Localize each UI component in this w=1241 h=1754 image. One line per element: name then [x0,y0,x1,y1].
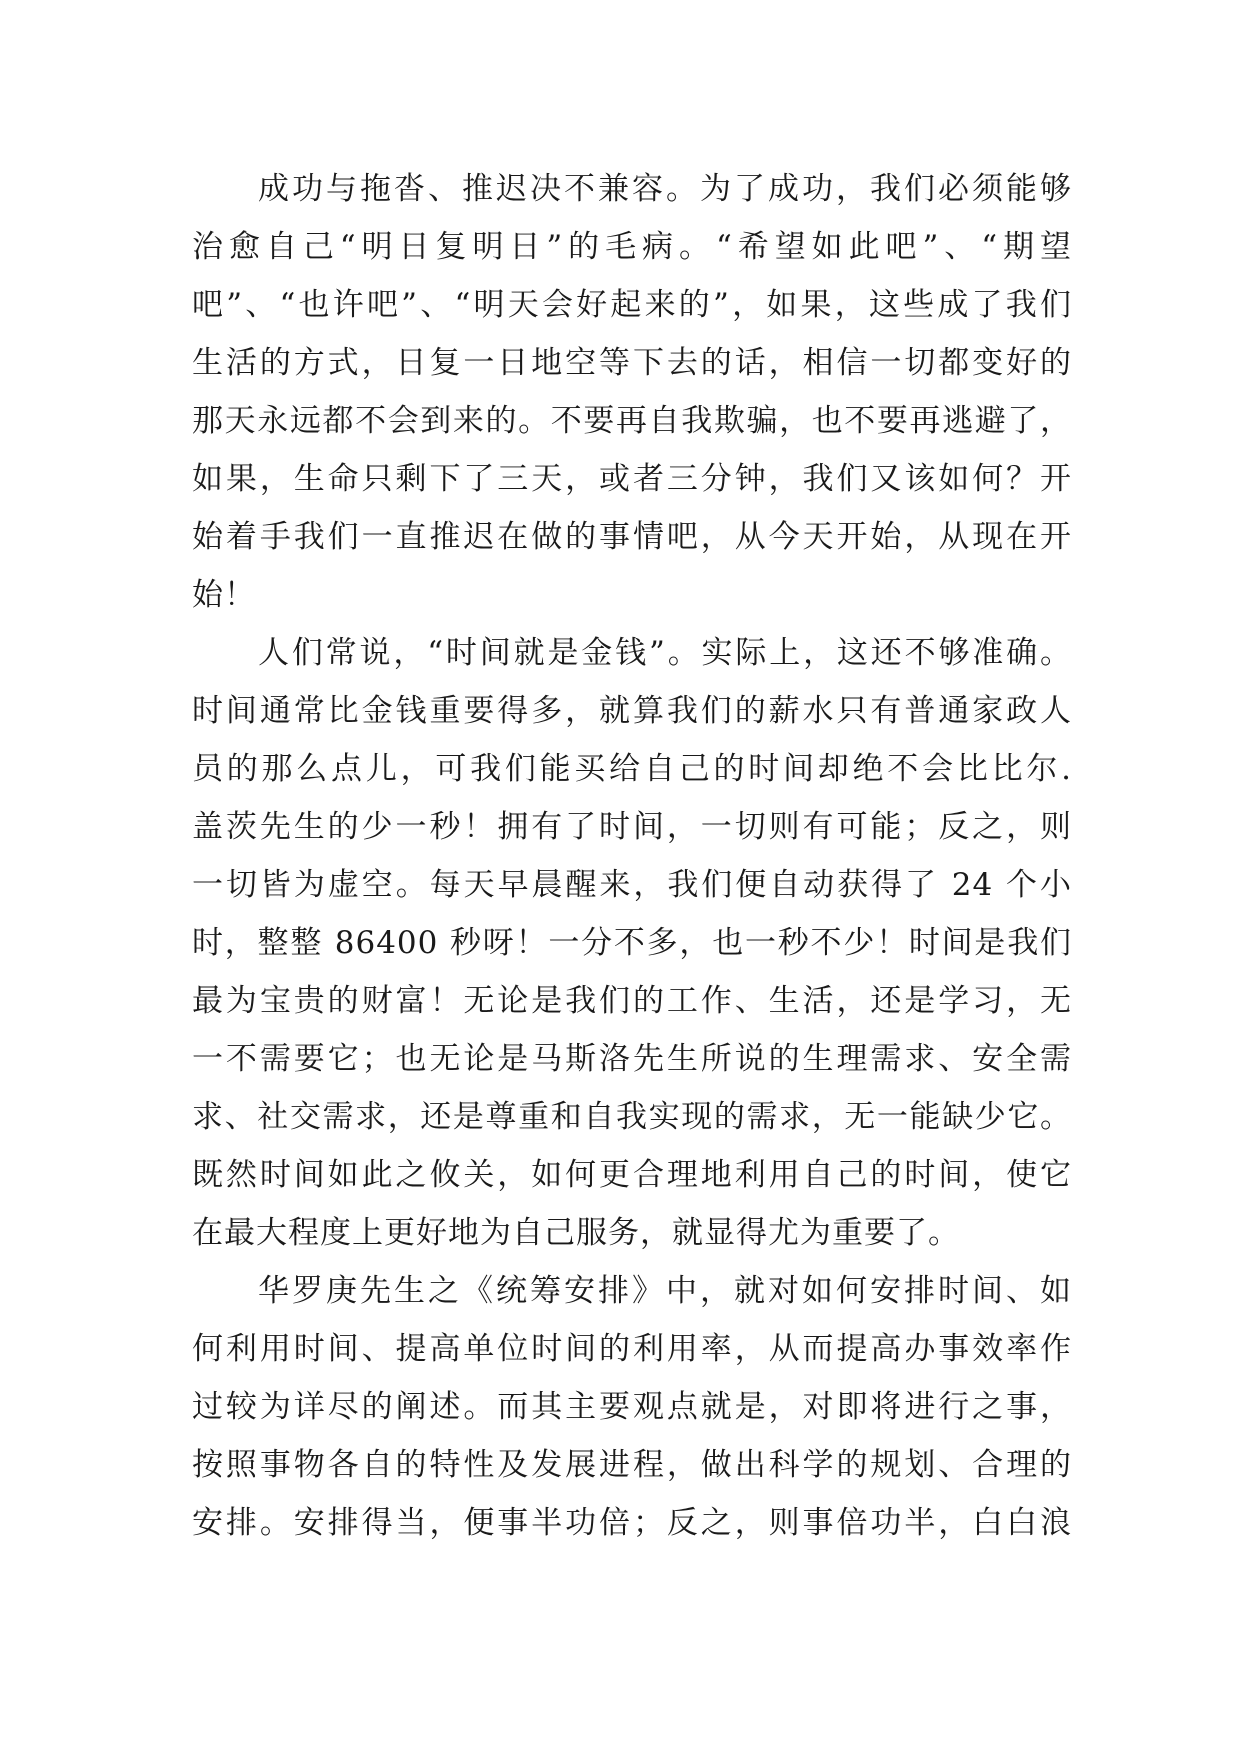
paragraph-1 [192,160,1072,624]
text-line: 员的那么点儿，可我们能买给自己的时间却绝不会比比尔. [192,751,1072,787]
text-line: 按照事物各自的特性及发展进程，做出科学的规划、合理的 [192,1447,1072,1483]
text-line: 人们常说，“时间就是金钱”。实际上，这还不够准确。 [258,635,1072,671]
text-line: 始！ [192,577,256,613]
text-line: 那天永远都不会到来的。不要再自我欺骗，也不要再逃避了， [192,403,1072,439]
text-line: 吧”、“也许吧”、“明天会好起来的”，如果，这些成了我们 [192,287,1072,323]
text-line: 何利用时间、提高单位时间的利用率，从而提高办事效率作 [192,1331,1072,1367]
text-line: 安排。安排得当，便事半功倍；反之，则事倍功半，白白浪 [192,1505,1072,1541]
paragraph-2 [192,624,1072,1262]
document-body [192,160,1072,1552]
text-line: 如果，生命只剩下了三天，或者三分钟，我们又该如何？开 [192,461,1072,497]
text-line: 生活的方式，日复一日地空等下去的话，相信一切都变好的 [192,345,1072,381]
text-line: 过较为详尽的阐述。而其主要观点就是，对即将进行之事， [192,1389,1072,1425]
text-line: 时，整整 86400 秒呀！一分不多，也一秒不少！时间是我们 [192,925,1072,961]
text-line: 华罗庚先生之《统筹安排》中，就对如何安排时间、如 [258,1273,1072,1309]
text-line: 盖茨先生的少一秒！拥有了时间，一切则有可能；反之，则 [192,809,1072,845]
text-line: 求、社交需求，还是尊重和自我实现的需求，无一能缺少它。 [192,1099,1072,1135]
paragraph-3 [192,1262,1072,1552]
text-line: 时间通常比金钱重要得多，就算我们的薪水只有普通家政人 [192,693,1072,729]
text-line: 始着手我们一直推迟在做的事情吧，从今天开始，从现在开 [192,519,1072,555]
text-line: 最为宝贵的财富！无论是我们的工作、生活，还是学习，无 [192,983,1072,1019]
text-line: 治愈自己“明日复明日”的毛病。“希望如此吧”、“期望 [192,229,1072,265]
text-line: 既然时间如此之攸关，如何更合理地利用自己的时间，使它 [192,1157,1072,1193]
text-line: 一切皆为虚空。每天早晨醒来，我们便自动获得了 24 个小 [192,867,1072,903]
text-line: 成功与拖沓、推迟决不兼容。为了成功，我们必须能够 [258,171,1072,207]
text-line: 在最大程度上更好地为自己服务，就显得尤为重要了。 [192,1215,960,1251]
text-line: 一不需要它；也无论是马斯洛先生所说的生理需求、安全需 [192,1041,1072,1077]
